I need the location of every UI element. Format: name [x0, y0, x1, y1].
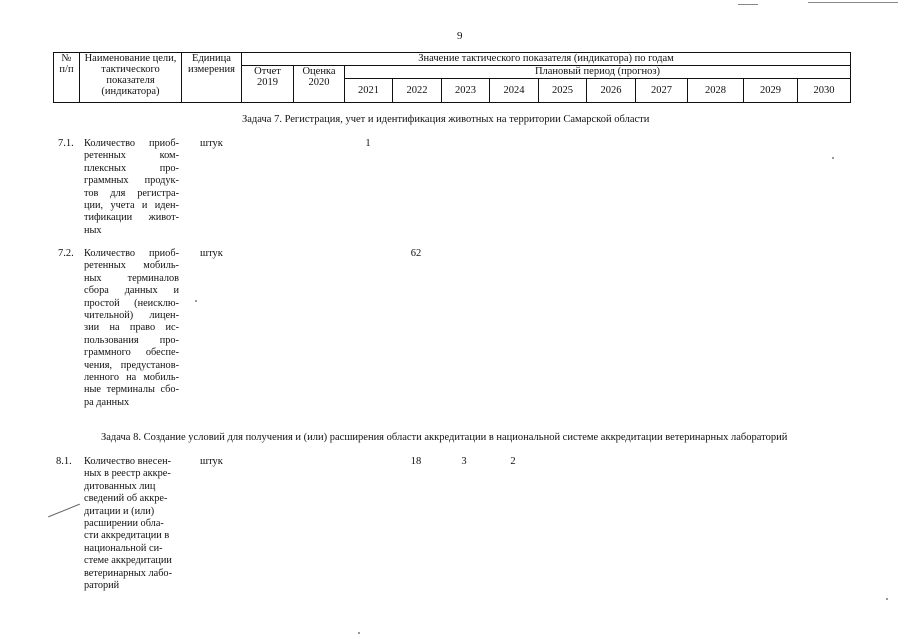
- header-year: 2023: [442, 79, 490, 103]
- row-unit: штук: [200, 248, 223, 259]
- header-unit: Единица измерения: [182, 53, 242, 103]
- header-estimate: Оценка 2020: [294, 66, 345, 103]
- scan-artifact-line: [808, 2, 898, 3]
- header-year: 2030: [798, 79, 851, 103]
- header-year: 2029: [744, 79, 798, 103]
- row-number: 7.2.: [58, 248, 74, 259]
- row-unit: штук: [200, 138, 223, 149]
- header-year: 2028: [688, 79, 744, 103]
- header-values-title: Значение тактического показателя (индикатора) по годам: [242, 53, 851, 66]
- row-name: Количество внесен- ных в реестр аккре- дитованных лиц сведений об аккре- дитации и (или) расширении обла- сти аккредитации в национальной си- стеме аккредитации ветеринарных лабо- раторий: [84, 456, 173, 592]
- scan-speck: [195, 300, 197, 302]
- scan-speck: [832, 157, 834, 159]
- indicator-table-header: [53, 52, 851, 103]
- header-year: 2022: [393, 79, 442, 103]
- header-year: 2026: [587, 79, 636, 103]
- task-7-title: Задача 7. Регистрация, учет и идентификация животных на территории Самарской области: [242, 114, 650, 125]
- row-name: Количество приоб- ретенных мобиль- ных терминалов сбора данных и простой (неисклю- чительной) лицен- зии на право ис- пользования про- граммного обеспе- чения, предустанов- ленного на мобиль- ные терминалы сбо- ра данных: [84, 248, 179, 408]
- header-year: 2025: [539, 79, 587, 103]
- scan-speck: [886, 598, 888, 600]
- value-2024: 2: [510, 456, 516, 467]
- row-number: 8.1.: [56, 456, 72, 467]
- value-2023: 3: [461, 456, 467, 467]
- header-no: № п/п: [54, 53, 80, 103]
- row-number: 7.1.: [58, 138, 74, 149]
- header-year: 2024: [490, 79, 539, 103]
- row-unit: штук: [200, 456, 223, 467]
- header-plan-title: Плановый период (прогноз): [345, 66, 851, 79]
- scan-speck: [358, 632, 360, 634]
- header-year: 2027: [636, 79, 688, 103]
- scan-artifact-stroke: [48, 504, 80, 518]
- header-name: Наименование цели, тактического показателя (индикатора): [80, 53, 182, 103]
- page-number: 9: [457, 30, 463, 42]
- value-2022: 62: [410, 248, 422, 259]
- header-report: Отчет 2019: [242, 66, 294, 103]
- task-8-title: Задача 8. Создание условий для получения и (или) расширения области аккредитации в национальной системе аккредитации ветеринарных лабораторий: [101, 432, 788, 443]
- row-name: Количество приоб- ретенных ком- плексных про- граммных продук- тов для регистра- ции, учета и иден- тификации живот- ных: [84, 138, 179, 236]
- scan-artifact-line: [738, 4, 758, 5]
- value-2021: 1: [365, 138, 371, 149]
- header-year: 2021: [345, 79, 393, 103]
- value-2022: 18: [410, 456, 422, 467]
